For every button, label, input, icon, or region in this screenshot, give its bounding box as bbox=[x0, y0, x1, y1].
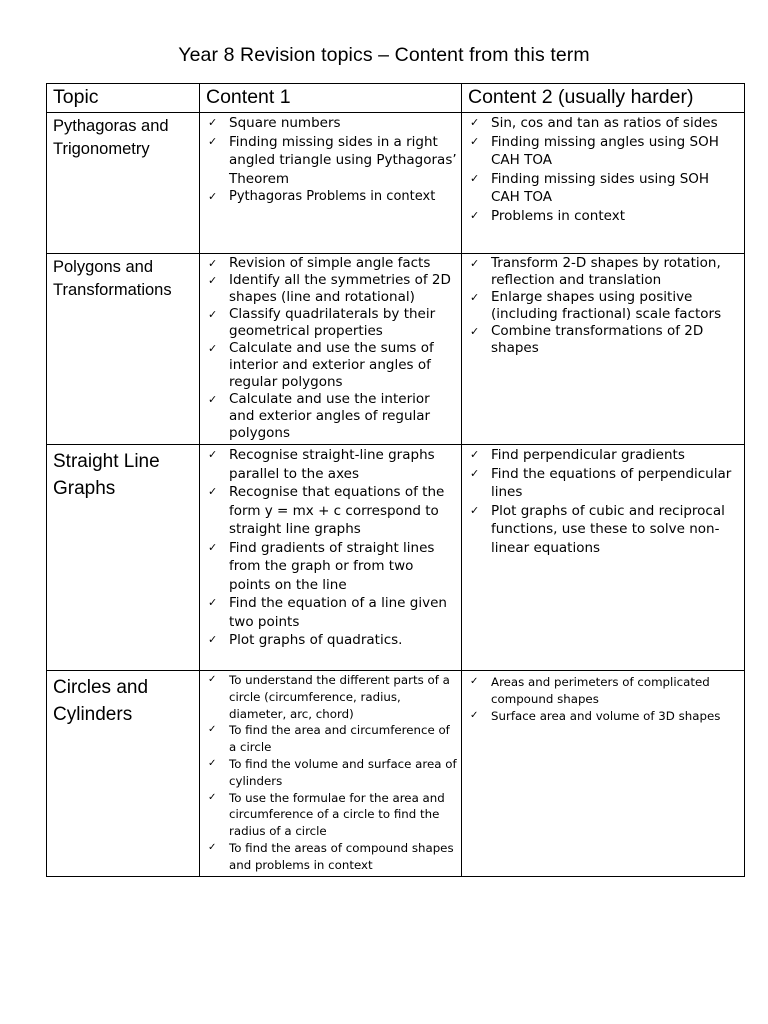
check-icon: ✓ bbox=[208, 342, 218, 355]
content1-list bbox=[200, 254, 461, 444]
list-item: ✓ To understand the different parts of a circle (circumference, radius, diameter, arc, chord) bbox=[208, 673, 450, 721]
content2-cell bbox=[462, 671, 745, 877]
topic-label: Pythagoras and Trigonometry bbox=[53, 117, 169, 158]
check-icon: ✓ bbox=[470, 291, 480, 304]
list-item: ✓ Pythagoras Problems in context bbox=[205, 188, 458, 207]
content2-list bbox=[462, 113, 744, 227]
topic-cell bbox=[47, 671, 200, 877]
list-item: ✓ To find the areas of compound shapes and problems in context bbox=[208, 840, 454, 872]
list-item: ✓ Sin, cos and tan as ratios of sides bbox=[470, 115, 718, 131]
header-topic: Topic bbox=[47, 84, 200, 113]
check-icon: ✓ bbox=[470, 503, 480, 517]
check-icon: ✓ bbox=[470, 709, 479, 721]
check-icon: ✓ bbox=[470, 171, 480, 185]
list-item: ✓ Classify quadrilaterals by their geometrical properties bbox=[208, 306, 436, 339]
table-row bbox=[47, 445, 745, 671]
check-icon: ✓ bbox=[208, 724, 217, 736]
topic-label: Straight Line Graphs bbox=[53, 451, 160, 499]
content1-cell bbox=[200, 671, 462, 877]
header-content1: Content 1 bbox=[200, 84, 462, 113]
check-icon: ✓ bbox=[208, 134, 218, 148]
topic-cell bbox=[47, 445, 200, 671]
content2-cell bbox=[462, 113, 745, 254]
check-icon: ✓ bbox=[208, 540, 218, 554]
check-icon: ✓ bbox=[470, 116, 480, 129]
check-icon: ✓ bbox=[208, 393, 218, 406]
list-item: ✓ Calculate and use the sums of interior and exterior angles of regular polygons bbox=[208, 340, 434, 390]
topic-label: Polygons and Transformations bbox=[53, 258, 172, 299]
content2-cell bbox=[462, 254, 745, 445]
list-item: ✓ Surface area and volume of 3D shapes bbox=[470, 708, 721, 723]
check-icon: ✓ bbox=[470, 448, 480, 461]
list-item: ✓ Finding missing angles using SOH CAH TOA bbox=[470, 133, 719, 168]
check-icon: ✓ bbox=[208, 841, 217, 853]
check-icon: ✓ bbox=[470, 676, 479, 687]
check-icon: ✓ bbox=[470, 325, 480, 338]
list-item: ✓ Transform 2-D shapes by rotation, reflection and translation bbox=[470, 255, 721, 288]
content1-list bbox=[200, 671, 461, 876]
list-item: ✓ To use the formulae for the area and circumference of a circle to find the radius of a circle bbox=[208, 790, 445, 839]
list-item: ✓ Calculate and use the interior and exterior angles of regular polygons bbox=[208, 391, 431, 441]
content2-list bbox=[462, 671, 744, 726]
check-icon: ✓ bbox=[470, 208, 480, 222]
check-icon: ✓ bbox=[470, 466, 480, 480]
content2-list bbox=[462, 445, 744, 559]
list-item: ✓ Find the equation of a line given two points bbox=[208, 595, 447, 630]
topic-cell bbox=[47, 254, 200, 445]
content1-list bbox=[200, 445, 461, 652]
check-icon: ✓ bbox=[470, 257, 480, 270]
check-icon: ✓ bbox=[208, 448, 218, 461]
table-row bbox=[47, 113, 745, 254]
revision-table bbox=[46, 83, 745, 877]
header-content2: Content 2 (usually harder) bbox=[462, 84, 745, 113]
content1-list bbox=[200, 113, 461, 209]
list-item: ✓ Finding missing sides using SOH CAH TOA bbox=[470, 170, 710, 205]
list-item: ✓ Problems in context bbox=[470, 207, 625, 224]
list-item: ✓ Plot graphs of cubic and reciprocal functions, use these to solve non-linear equations bbox=[470, 502, 725, 556]
list-item: ✓ Areas and perimeters of complicated compound shapes bbox=[470, 675, 710, 706]
table-row bbox=[47, 254, 745, 445]
list-item: ✓ Find gradients of straight lines from the graph or from two points on the line bbox=[208, 539, 435, 593]
page-title: Year 8 Revision topics – Content from this term bbox=[178, 44, 590, 66]
content2-cell bbox=[462, 445, 745, 671]
list-item: ✓ To find the volume and surface area of cylinders bbox=[208, 756, 457, 788]
list-item: ✓ Recognise straight-line graphs parallel to the axes bbox=[208, 447, 435, 482]
check-icon: ✓ bbox=[208, 308, 218, 321]
check-icon: ✓ bbox=[208, 257, 218, 270]
content2-list bbox=[462, 254, 744, 359]
list-item: ✓ Finding missing sides in a right angled triangle using Pythagoras’ Theorem bbox=[208, 133, 457, 187]
list-item: ✓ Revision of simple angle facts bbox=[208, 255, 431, 271]
header-row bbox=[47, 84, 745, 113]
topic-label: Circles and Cylinders bbox=[53, 677, 149, 725]
list-item: ✓ Find the equations of perpendicular lines bbox=[470, 465, 732, 500]
check-icon: ✓ bbox=[208, 757, 217, 769]
topic-cell bbox=[47, 113, 200, 254]
check-icon: ✓ bbox=[208, 116, 218, 129]
content1-cell bbox=[200, 445, 462, 671]
check-icon: ✓ bbox=[470, 134, 480, 148]
check-icon: ✓ bbox=[208, 596, 218, 609]
list-item: ✓ To find the area and circumference of a circle bbox=[208, 723, 450, 755]
table-row bbox=[47, 671, 745, 877]
check-icon: ✓ bbox=[208, 485, 218, 498]
check-icon: ✓ bbox=[208, 274, 218, 287]
list-item: ✓ Identify all the symmetries of 2D shapes (line and rotational) bbox=[208, 272, 451, 305]
check-icon: ✓ bbox=[208, 674, 217, 685]
list-item: ✓ Square numbers bbox=[208, 115, 341, 131]
content1-cell bbox=[200, 113, 462, 254]
check-icon: ✓ bbox=[208, 633, 218, 646]
list-item: ✓ Enlarge shapes using positive (including fractional) scale factors bbox=[470, 289, 722, 322]
list-item: ✓ Recognise that equations of the form y = mx + c correspond to straight line graphs bbox=[208, 484, 445, 537]
check-icon: ✓ bbox=[208, 791, 217, 803]
list-item: ✓ Find perpendicular gradients bbox=[470, 447, 685, 463]
check-icon: ✓ bbox=[208, 190, 218, 203]
content1-cell bbox=[200, 254, 462, 445]
list-item: ✓ Combine transformations of 2D shapes bbox=[470, 323, 704, 356]
list-item: ✓ Plot graphs of quadratics. bbox=[208, 632, 403, 648]
